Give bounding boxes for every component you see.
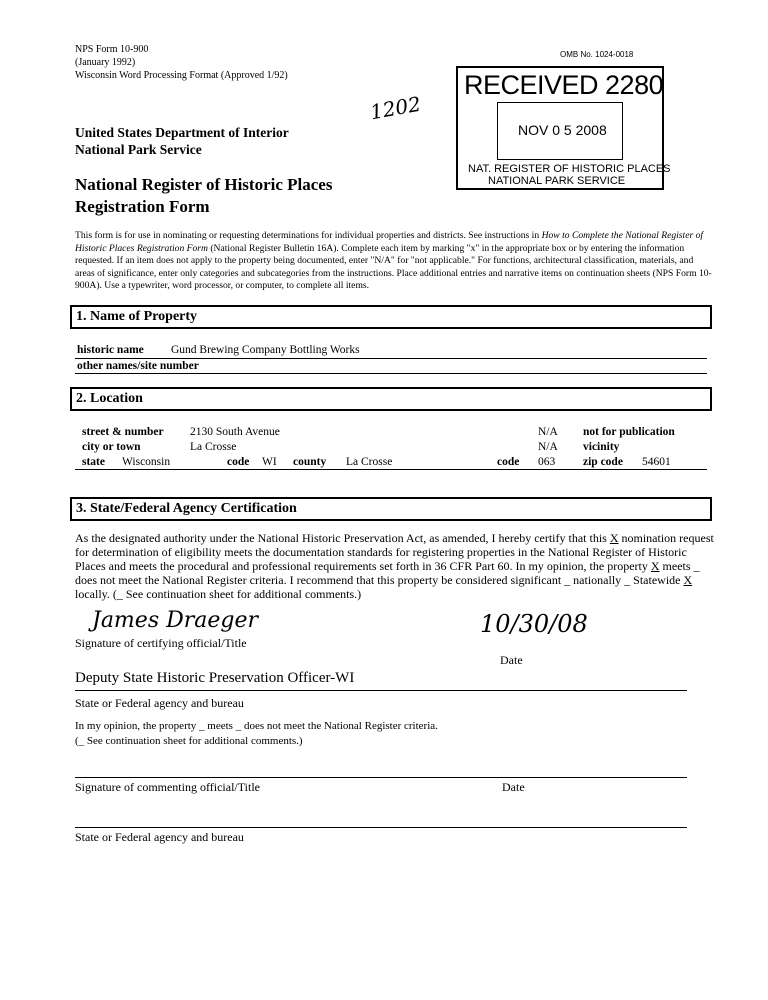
department: United States Department of Interior [75,125,289,140]
street-value[interactable]: 2130 South Avenue [190,426,280,438]
other-names-label: other names/site number [77,360,199,372]
agency-line [75,827,687,828]
opinion-line-1: In my opinion, the property _ meets _ does not meet the National Register criteria. [75,720,438,732]
vicinity-label: vicinity [583,441,620,453]
received-stamp [456,66,671,190]
commenting-signature-label: Signature of commenting official/Title [75,780,260,794]
street-na: N/A [538,426,558,438]
certifying-signature: James Draeger [92,608,259,633]
city-label: city or town [82,441,141,453]
cert-text: As the designated authority under the National Historic Preservation Act, as amended, I hereby certify that this [75,531,610,545]
cert-text: nomination request for determination of eligibility meets the documentation standards for registering properties in the National Register of Historic Places and meets the procedural and professional requirements set forth in 36 CFR Part 60. In my opinion, the property [75,531,714,573]
state-code-value[interactable]: WI [262,456,277,468]
official-title: Deputy State Historic Preservation Officer-WI [75,670,355,686]
instructions-text: This form is for use in nominating or requesting determinations for individual properties and districts. See instructions in [75,230,542,241]
commenting-date-label: Date [502,780,525,794]
state-code-label: code [227,456,250,468]
form-date: (January 1992) [75,57,136,68]
commenting-signature-line [75,777,687,778]
county-code-label: code [497,456,520,468]
agency-label: State or Federal agency and bureau [75,696,244,710]
cert-text: meets _ does not meet the National Register criteria. I recommend that this property be considered significant _ nationally _ Statewide [75,559,700,587]
handwritten-number: 1202 [368,91,423,125]
format-note: Wisconsin Word Processing Format (Approved 1/92) [75,70,288,81]
divider [75,469,707,470]
historic-name-label: historic name [77,344,144,356]
signature-label: Signature of certifying official/Title [75,636,247,650]
street-label: street & number [82,426,164,438]
county-value[interactable]: La Crosse [346,456,393,468]
city-value[interactable]: La Crosse [190,441,237,453]
stamp-line1: NAT. REGISTER OF HISTORIC PLACES [468,163,671,175]
zip-value[interactable]: 54601 [642,456,671,468]
cert-text: locally. (_ See continuation sheet for additional comments.) [75,587,362,601]
stamp-received: RECEIVED 2280 [464,70,664,100]
stamp-date: NOV 0 5 2008 [518,122,607,138]
service: National Park Service [75,142,202,157]
county-code-value[interactable]: 063 [538,456,556,468]
form-number: NPS Form 10-900 [75,44,149,55]
date-label: Date [500,653,523,667]
signed-date: 10/30/08 [480,610,588,638]
section-2-heading: 2. Location [70,387,712,411]
instructions [75,230,713,293]
instructions-guide-title: How to Complete the National Register of Historic Places Registration Form [75,230,704,254]
city-na: N/A [538,441,558,453]
divider [75,373,707,374]
meets-mark: X [650,559,660,573]
certification-text [75,531,720,601]
stamp-omb: OMB No. 1024-0018 [560,50,634,59]
instructions-text-2: (National Register Bulletin 16A). Complete each item by marking "x" in the appropriate box or by entering the information requested. If an item does not apply to the property being documented, enter "N/A" for "not applicable." For functions, architectural classification, materials, and areas of significance, enter only categories and subcategories from the instructions. Place additional entries and narrative items on continuation sheets (NPS Form 10-900A). Use a typewriter, word processor, or computer, to complete all items. [75,242,712,291]
stamp-inner-box [497,102,623,160]
section-3-heading: 3. State/Federal Agency Certification [70,497,712,521]
state-label: state [82,456,105,468]
nomination-mark: X [609,531,619,545]
divider [75,690,687,691]
stamp-line2: NATIONAL PARK SERVICE [488,175,626,187]
locally-mark: X [683,573,693,587]
section-1-heading: 1. Name of Property [70,305,712,329]
state-value[interactable]: Wisconsin [122,456,171,468]
historic-name-value[interactable]: Gund Brewing Company Bottling Works [171,344,360,356]
zip-label: zip code [583,456,623,468]
form-subtitle: Registration Form [75,197,210,216]
county-label: county [293,456,327,468]
form-title: National Register of Historic Places [75,175,333,194]
not-for-publication-label: not for publication [583,426,675,438]
agency-label-2: State or Federal agency and bureau [75,830,244,844]
opinion-line-2: (_ See continuation sheet for additional comments.) [75,735,303,747]
